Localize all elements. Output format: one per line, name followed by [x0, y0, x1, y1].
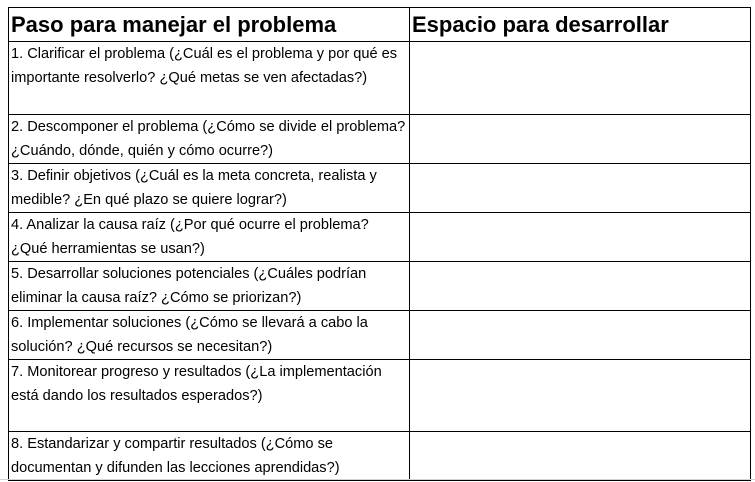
header-space-column[interactable]: Espacio para desarrollar — [410, 8, 751, 42]
space-cell-7[interactable] — [410, 360, 751, 432]
table-row — [9, 164, 751, 213]
table-row — [9, 360, 751, 432]
problem-steps-table — [8, 7, 751, 481]
step-cell-4[interactable]: 4. Analizar la causa raíz (¿Por qué ocurre el problema? ¿Qué herramientas se usan?) — [9, 213, 410, 262]
space-cell-3[interactable] — [410, 164, 751, 213]
table-row — [9, 42, 751, 115]
sheet-gridline — [0, 479, 755, 480]
step-cell-7[interactable]: 7. Monitorear progreso y resultados (¿La implementación está dando los resultados esperados?) — [9, 360, 410, 432]
step-cell-5[interactable]: 5. Desarrollar soluciones potenciales (¿Cuáles podrían eliminar la causa raíz? ¿Cómo se priorizan?) — [9, 262, 410, 311]
step-cell-8[interactable]: 8. Estandarizar y compartir resultados (¿Cómo se documentan y difunden las lecciones aprendidas?) — [9, 432, 410, 481]
step-cell-6[interactable]: 6. Implementar soluciones (¿Cómo se llevará a cabo la solución? ¿Qué recursos se necesitan?) — [9, 311, 410, 360]
table-row — [9, 213, 751, 262]
space-cell-4[interactable] — [410, 213, 751, 262]
step-cell-1[interactable]: 1. Clarificar el problema (¿Cuál es el problema y por qué es importante resolverlo? ¿Qué metas se ven afectadas?) — [9, 42, 410, 115]
space-cell-1[interactable] — [410, 42, 751, 115]
space-cell-2[interactable] — [410, 115, 751, 164]
table-row — [9, 262, 751, 311]
table-row — [9, 432, 751, 481]
space-cell-8[interactable] — [410, 432, 751, 481]
space-cell-6[interactable] — [410, 311, 751, 360]
table-row — [9, 311, 751, 360]
table-row — [9, 115, 751, 164]
header-step-column[interactable]: Paso para manejar el problema — [9, 8, 410, 42]
step-cell-3[interactable]: 3. Definir objetivos (¿Cuál es la meta concreta, realista y medible? ¿En qué plazo se quiere lograr?) — [9, 164, 410, 213]
space-cell-5[interactable] — [410, 262, 751, 311]
step-cell-2[interactable]: 2. Descomponer el problema (¿Cómo se divide el problema? ¿Cuándo, dónde, quién y cómo ocurre?) — [9, 115, 410, 164]
header-row — [9, 8, 751, 42]
